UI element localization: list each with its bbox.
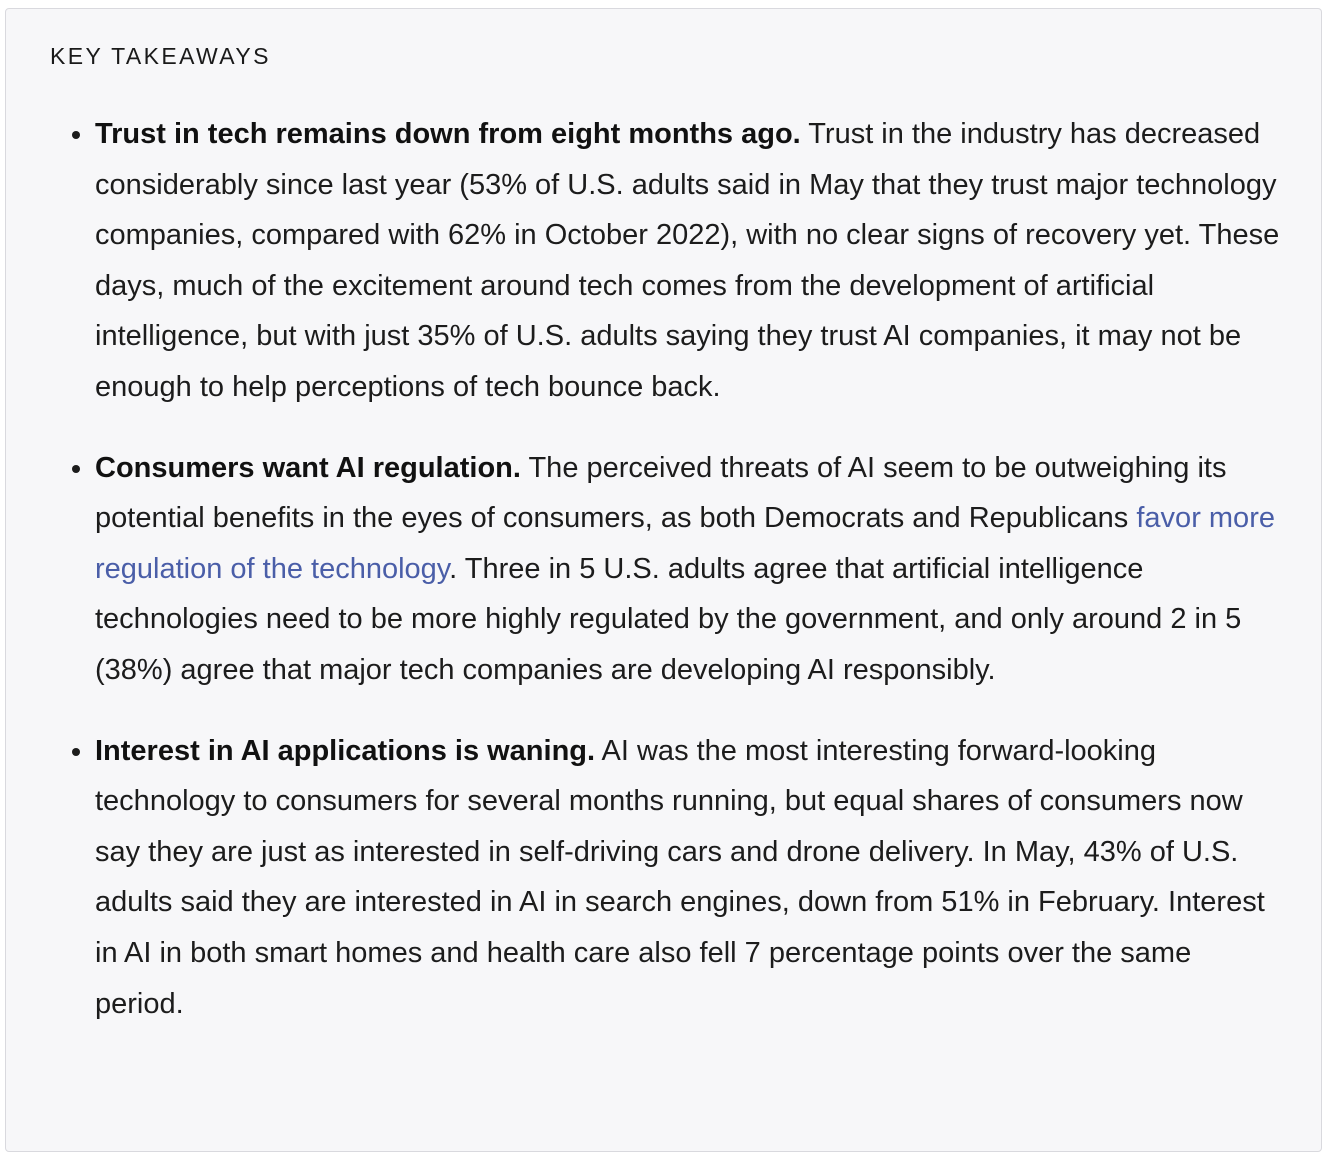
takeaway-lead: Trust in tech remains down from eight months ago. <box>95 118 801 150</box>
takeaway-item-trust <box>95 109 1285 413</box>
takeaway-body: The perceived threats of AI seem to be outweighing its potential benefits in the eyes of consumers, as both Democrats and Republicans <box>95 451 1227 535</box>
takeaway-lead: Consumers want AI regulation. <box>95 451 521 484</box>
takeaway-body: . Three in 5 U.S. adults agree that artificial intelligence technologies need to be more highly regulated by the government, and only around 2 in 5 (38%) agree that major tech companies are developing AI responsibly. <box>95 552 1242 686</box>
takeaway-item-interest <box>95 726 1285 1030</box>
takeaway-body: AI was the most interesting forward-looking technology to consumers for several months running, but equal shares of consumers now say they are just as interested in self-driving cars and drone delivery. In May, 43% of U.S. adults said they are interested in AI in search engines, down from 51% in February. Interest in AI in both smart homes and health care also fell 7 percentage points over the same period. <box>95 734 1265 1020</box>
takeaway-list <box>95 109 1285 1059</box>
bullet-dot-icon <box>72 465 80 473</box>
section-heading: KEY TAKEAWAYS <box>50 43 271 69</box>
takeaway-lead: Interest in AI applications is waning. <box>95 734 596 767</box>
regulation-link[interactable]: favor more regulation of the technology <box>95 502 1275 585</box>
takeaway-body: Trust in the industry has decreased considerably since last year (53% of U.S. adults said in May that they trust major technology companies, compared with 62% in October 2022), with no clear signs of recovery yet. These days, much of the excitement around tech comes from the development of artificial intelligence, but with just 35% of U.S. adults saying they trust AI companies, it may not be enough to help perceptions of tech bounce back. <box>95 118 1280 403</box>
bullet-dot-icon <box>72 131 80 139</box>
takeaway-item-regulation <box>95 443 1285 696</box>
key-takeaways-box <box>5 8 1322 1152</box>
bullet-dot-icon <box>72 748 80 756</box>
